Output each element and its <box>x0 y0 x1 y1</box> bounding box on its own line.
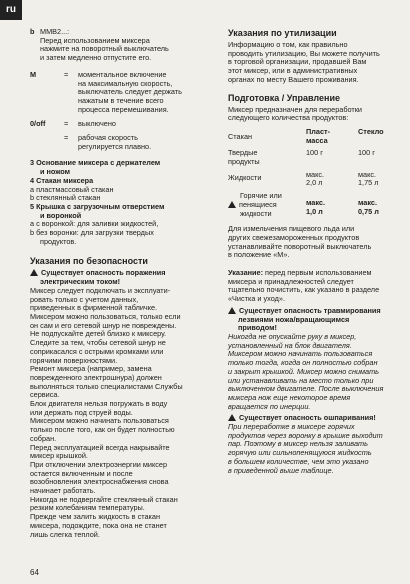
text-line: Для измельчения пищевого льда или <box>228 224 355 234</box>
text-line: лишь слегка теплой. <box>30 529 100 539</box>
text-line: Миксер предназначен для переработки <box>228 104 363 114</box>
text-line: Никогда не подвергайте стеклянный стакан <box>30 494 178 504</box>
disposal-text <box>228 41 404 85</box>
part-subitem: продуктов. <box>40 236 77 246</box>
switch-off <box>30 120 198 129</box>
text-line: жидкости <box>240 208 272 218</box>
text-line: Перед эксплуатацией всегда накрывайте <box>30 442 170 452</box>
table-cell: 100 г <box>306 148 323 158</box>
text-line: выполняться только специалистами Службы <box>30 381 183 391</box>
warning-text: Существует опасность поражения <box>41 268 166 278</box>
equals-sign: = <box>64 69 69 79</box>
text-line: регулируется плавно. <box>78 141 152 151</box>
warning-text: лезвиями ножа/вращающимся <box>238 314 350 324</box>
part-subitem: b стеклянный стакан <box>30 193 101 203</box>
switch-label <box>30 134 64 151</box>
text-line: горячими поверхностями. <box>30 355 118 365</box>
text-line: Прежде чем залить жидкость в стакан <box>30 512 160 522</box>
warning-text: приводом! <box>238 323 277 333</box>
prep-heading: Подготовка / Управление <box>228 92 340 103</box>
text-line: 1,75 л <box>358 178 379 188</box>
item-key: b <box>30 27 35 36</box>
injury-warning <box>228 307 404 333</box>
text-line: Информацию о том, как правильно <box>228 40 348 49</box>
text-line: вращается по инерции. <box>228 401 311 411</box>
part-subitem: а с воронкой: для заливки жидкостей, <box>30 219 159 229</box>
text-line: или держать под струей воды. <box>30 407 133 417</box>
ice-text <box>228 225 404 260</box>
text-line: пенящиеся <box>239 199 277 209</box>
note-block <box>228 269 404 304</box>
text-line: других свежезамороженных продуктов <box>228 232 360 242</box>
text-line: 1,0 л <box>306 206 323 216</box>
table-row <box>228 148 396 169</box>
switch-variable <box>30 134 198 151</box>
safety-heading: Указания по безопасности <box>30 256 148 267</box>
table-row <box>228 191 396 221</box>
text-line: Горячие или <box>240 191 282 201</box>
equals-sign: = <box>64 133 69 143</box>
warning-icon <box>228 307 236 314</box>
capacity-table <box>228 127 396 221</box>
text-line: макс. <box>358 198 378 208</box>
text-line: Никогда не опускайте руку в миксер, <box>228 331 357 341</box>
text-line: пар. Поэтому в миксер нельзя заливать <box>228 439 368 449</box>
text-line: выключенном двигателе. После выключения <box>228 384 384 394</box>
text-line: только после того, как он будет полностью <box>30 425 175 435</box>
right-column <box>228 28 404 475</box>
safety-text <box>30 287 198 539</box>
warning-text: Существует опасность травмирования <box>239 305 381 315</box>
text-line: миксера и принадлежностей следует <box>228 276 354 286</box>
text-line: в приведенной выше таблице. <box>228 465 334 475</box>
table-cell <box>306 170 358 191</box>
part-subitem: b без воронки: для загрузки твердых <box>30 228 154 238</box>
table-cell: 100 г <box>358 148 375 158</box>
text-line: резким колебаниям температуры. <box>30 503 145 513</box>
text-line: поврежденного электрошнура) должен <box>30 372 162 382</box>
text-line: он сам и его сетевой шнур не повреждены. <box>30 320 177 330</box>
text-line: макс. <box>358 169 377 179</box>
text-line: нажатым в течение всего <box>78 95 164 105</box>
text-line: или устанавливать на место только при <box>228 375 374 385</box>
text-line: Следите за тем, чтобы сетевой шнур не <box>30 338 166 348</box>
switch-m <box>30 71 198 115</box>
text-line: возобновления электроснабжения снова <box>30 477 169 487</box>
table-cell <box>358 170 396 191</box>
text-line: тщательно почистить, как указано в разделе <box>228 285 380 295</box>
text-line: собран. <box>30 433 57 443</box>
text-line: следующего количества продуктов: <box>228 113 349 123</box>
text-line: устанавливайте поворотный выключатель <box>228 241 372 251</box>
parts-list <box>30 159 198 246</box>
text-line: в положение «M». <box>228 250 290 260</box>
text-line: макс. <box>306 169 325 179</box>
warning-text: электрическим током! <box>40 277 121 287</box>
table-cell <box>228 191 306 221</box>
language-tab <box>0 0 22 20</box>
left-column <box>30 28 198 539</box>
text-line: в большем количестве, чем это указано <box>228 456 369 466</box>
text-line: в торговой организации, продавшей Вам <box>228 57 367 67</box>
text-line: только тогда, когда он полностью собран <box>228 358 378 368</box>
table-cell <box>306 191 358 221</box>
scald-text <box>228 423 404 475</box>
text-line: выключатель следует держать <box>78 87 182 97</box>
table-cell <box>358 191 396 221</box>
text-line: остается включенным и после <box>30 468 133 478</box>
text-line: и затем медленно отпустите его. <box>40 53 152 63</box>
table-header-cell <box>306 127 358 148</box>
text-line: При отключении электроэнергии миксер <box>30 459 168 469</box>
text-line: макс. <box>306 198 326 208</box>
text-line: Миксером можно начинать пользоваться <box>228 349 373 359</box>
text-line: Блок двигателя нельзя погружать в воду <box>30 399 168 409</box>
table-header-cell: Стакан <box>228 131 253 141</box>
text-line: «Чистка и уход». <box>228 294 285 304</box>
table-header-cell: Стекло <box>358 126 384 136</box>
disposal-heading: Указания по утилизации <box>228 28 337 38</box>
text-line: установленный на блок двигателя. <box>228 340 352 350</box>
note-label: Указание: <box>228 268 264 278</box>
table-header-row <box>228 127 396 148</box>
electric-warning <box>30 269 198 286</box>
text-line: рабочая скорость <box>78 133 138 143</box>
text-line: Миксер следует подключать и эксплуати- <box>30 285 171 295</box>
text-line: продуктов через воронку в крышке выходит <box>228 430 383 440</box>
text-line: масса <box>306 135 328 145</box>
equals-sign: = <box>64 119 69 129</box>
text-line: на максимальную скорость, <box>78 78 173 88</box>
table-cell <box>228 148 306 169</box>
warning-icon <box>30 269 38 276</box>
warning-icon <box>228 414 236 421</box>
text-line: Пласт- <box>306 126 330 136</box>
text-line: моментальное включение <box>78 69 167 79</box>
text-line: органах по месту Вашего проживания. <box>228 74 359 84</box>
part-item: 4 Стакан миксера <box>30 175 94 185</box>
table-row <box>228 170 396 191</box>
part-item: 3 Основание миксера с держателем <box>30 158 161 168</box>
part-subitem: а пластмассовый стакан <box>30 184 114 194</box>
text-line: проводить утилизацию, Вы можете получить <box>228 48 380 58</box>
part-item: и воронкой <box>40 210 82 220</box>
item-b-mmb2 <box>30 28 198 63</box>
text-line: ровать только с учетом данных, <box>30 294 139 304</box>
injury-text <box>228 333 404 411</box>
text-line: перед первым использованием <box>263 268 372 278</box>
text-line: Миксером можно пользоваться, только если <box>30 311 181 321</box>
text-line: 0,75 л <box>358 206 379 216</box>
text-line: этот миксер, или в административных <box>228 66 358 76</box>
text-line: нажмите на поворотный выключатель <box>40 44 169 54</box>
table-cell: Жидкости <box>228 172 262 182</box>
prep-text <box>228 106 404 123</box>
text-line: соприкасался с острыми кромками или <box>30 346 164 356</box>
text-line: и закрыт крышкой. Миксер можно снимать <box>228 366 379 376</box>
text-line: миксер крышкой. <box>30 451 88 461</box>
text-line: продукты <box>228 157 260 167</box>
text-line: Миксером можно начинать пользоваться <box>30 416 169 426</box>
page-number: 64 <box>30 568 39 577</box>
part-item: 5 Крышка с загрузочным отверстием <box>30 201 165 211</box>
text-line: миксера, подождите, пока она не станет <box>30 520 167 530</box>
text-line: Твердые <box>228 148 258 158</box>
text-line: выключено <box>78 119 116 129</box>
switch-label: M <box>30 69 37 79</box>
warning-icon <box>228 201 236 208</box>
part-item: и ножом <box>40 167 71 177</box>
text-line: 2,0 л <box>306 178 323 188</box>
language-code: ru <box>6 4 16 15</box>
text-line: процесса перемешивания. <box>78 104 169 114</box>
text-line: горячую или сильнопенящуюся жидкость <box>228 448 372 458</box>
text-line: начинает работать. <box>30 486 96 496</box>
text-line: MMB2...: <box>40 27 70 36</box>
warning-text: Существует опасность ошпаривания! <box>239 413 376 423</box>
text-line: сервиса. <box>30 390 60 400</box>
text-line: приведенных в фирменной табличке. <box>30 303 158 313</box>
switch-label: 0/off <box>30 119 46 129</box>
text-line: При переработке в миксере горячих <box>228 422 355 432</box>
text-line: Не подпускайте детей близко к миксеру. <box>30 329 167 339</box>
text-line: миксера нож еще некоторое время <box>228 392 351 402</box>
text-line: Ремонт миксера (например, замена <box>30 364 152 374</box>
text-line: Перед использованием миксера <box>40 35 150 45</box>
